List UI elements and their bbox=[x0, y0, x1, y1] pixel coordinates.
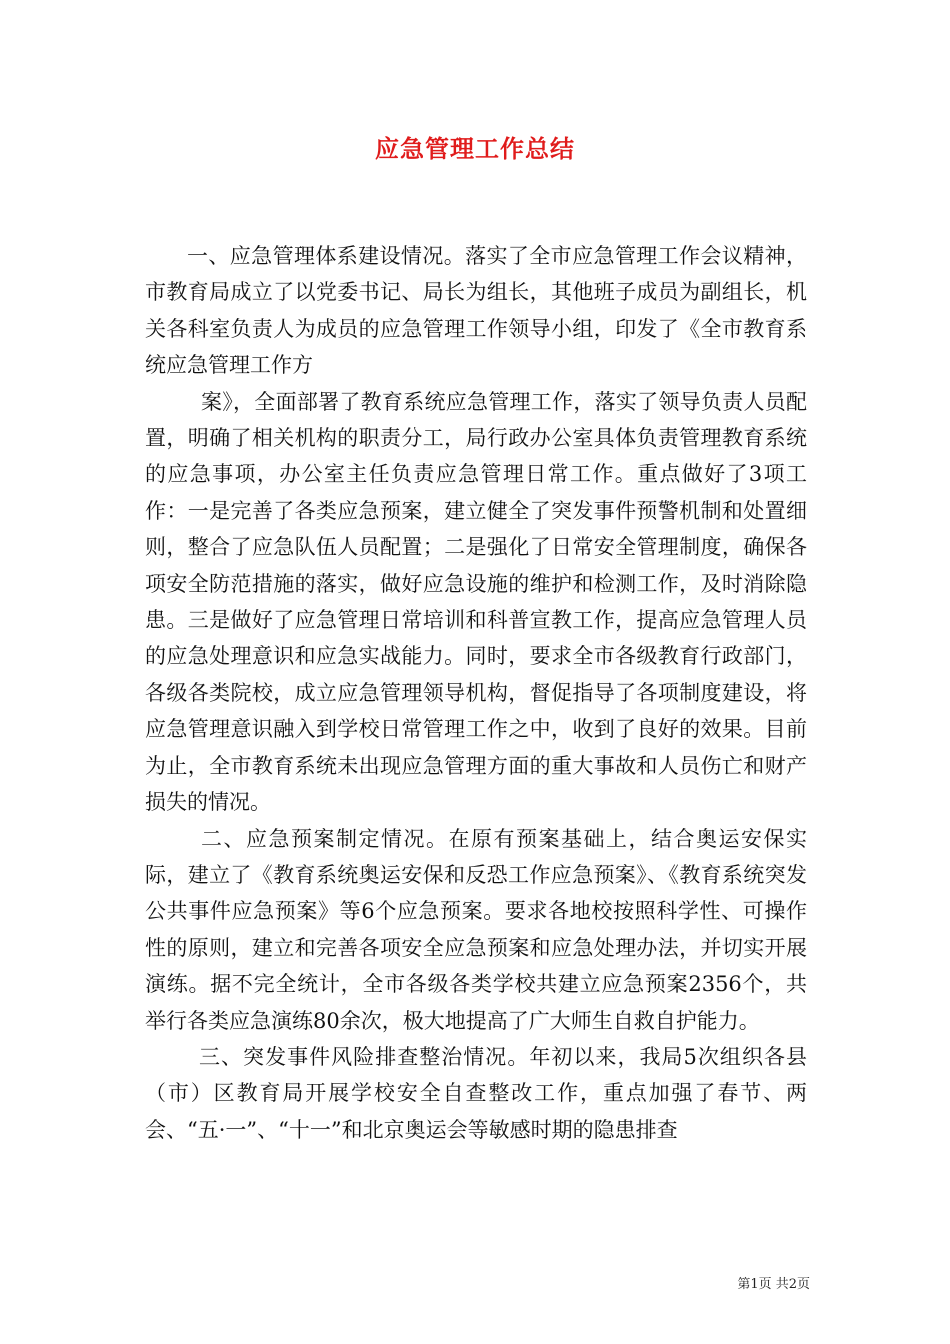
paragraph-1: 一、应急管理体系建设情况。落实了全市应急管理工作会议精神，市教育局成立了以党委书记、局长为组长，其他班子成员为副组长，机关各科室负责人为成员的应急管理工作领导小组，印发了《全市教育系统应急管理工作方 bbox=[145, 244, 807, 378]
document-title: 应急管理工作总结 bbox=[375, 134, 575, 163]
document-body bbox=[145, 238, 807, 1148]
paragraph-3: 二、应急预案制定情况。在原有预案基础上，结合奥运安保实际，建立了《教育系统奥运安保和反恐工作应急预案》、《教育系统突发公共事件应急预案》等6个应急预案。要求各地校按照科学性、可操作性的原则，建立和完善各项安全应急预案和应急处理办法，并切实开展演练。据不完全统计，全市各级各类学校共建立应急预案2356个，共举行各类应急演练80余次，极大地提高了广大师生自救自护能力。 bbox=[145, 826, 807, 1033]
paragraph-4: 三、突发事件风险排查整治情况。年初以来，我局5次组织各县（市）区教育局开展学校安全自查整改工作，重点加强了春节、两会、“五·一”、“十一”和北京奥运会等敏感时期的隐患排查 bbox=[145, 1044, 807, 1142]
page-number: 第1页 共2页 bbox=[737, 1277, 810, 1292]
paragraph-2: 案》，全面部署了教育系统应急管理工作，落实了领导负责人员配置，明确了相关机构的职责分工，局行政办公室具体负责管理教育系统的应急事项，办公室主任负责应急管理日常工作。重点做好了3项工作：一是完善了各类应急预案，建立健全了突发事件预警机制和处置细则，整合了应急队伍人员配置；二是强化了日常安全管理制度，确保各项安全防范措施的落实，做好应急设施的维护和检测工作，及时消除隐患。三是做好了应急管理日常培训和科普宣教工作，提高应急管理人员的应急处理意识和应急实战能力。同时，要求全市各级教育行政部门，各级各类院校，成立应急管理领导机构，督促指导了各项制度建设，将应急管理意识融入到学校日常管理工作之中，收到了良好的效果。目前为止，全市教育系统未出现应急管理方面的重大事故和人员伤亡和财产损失的情况。 bbox=[145, 389, 807, 815]
